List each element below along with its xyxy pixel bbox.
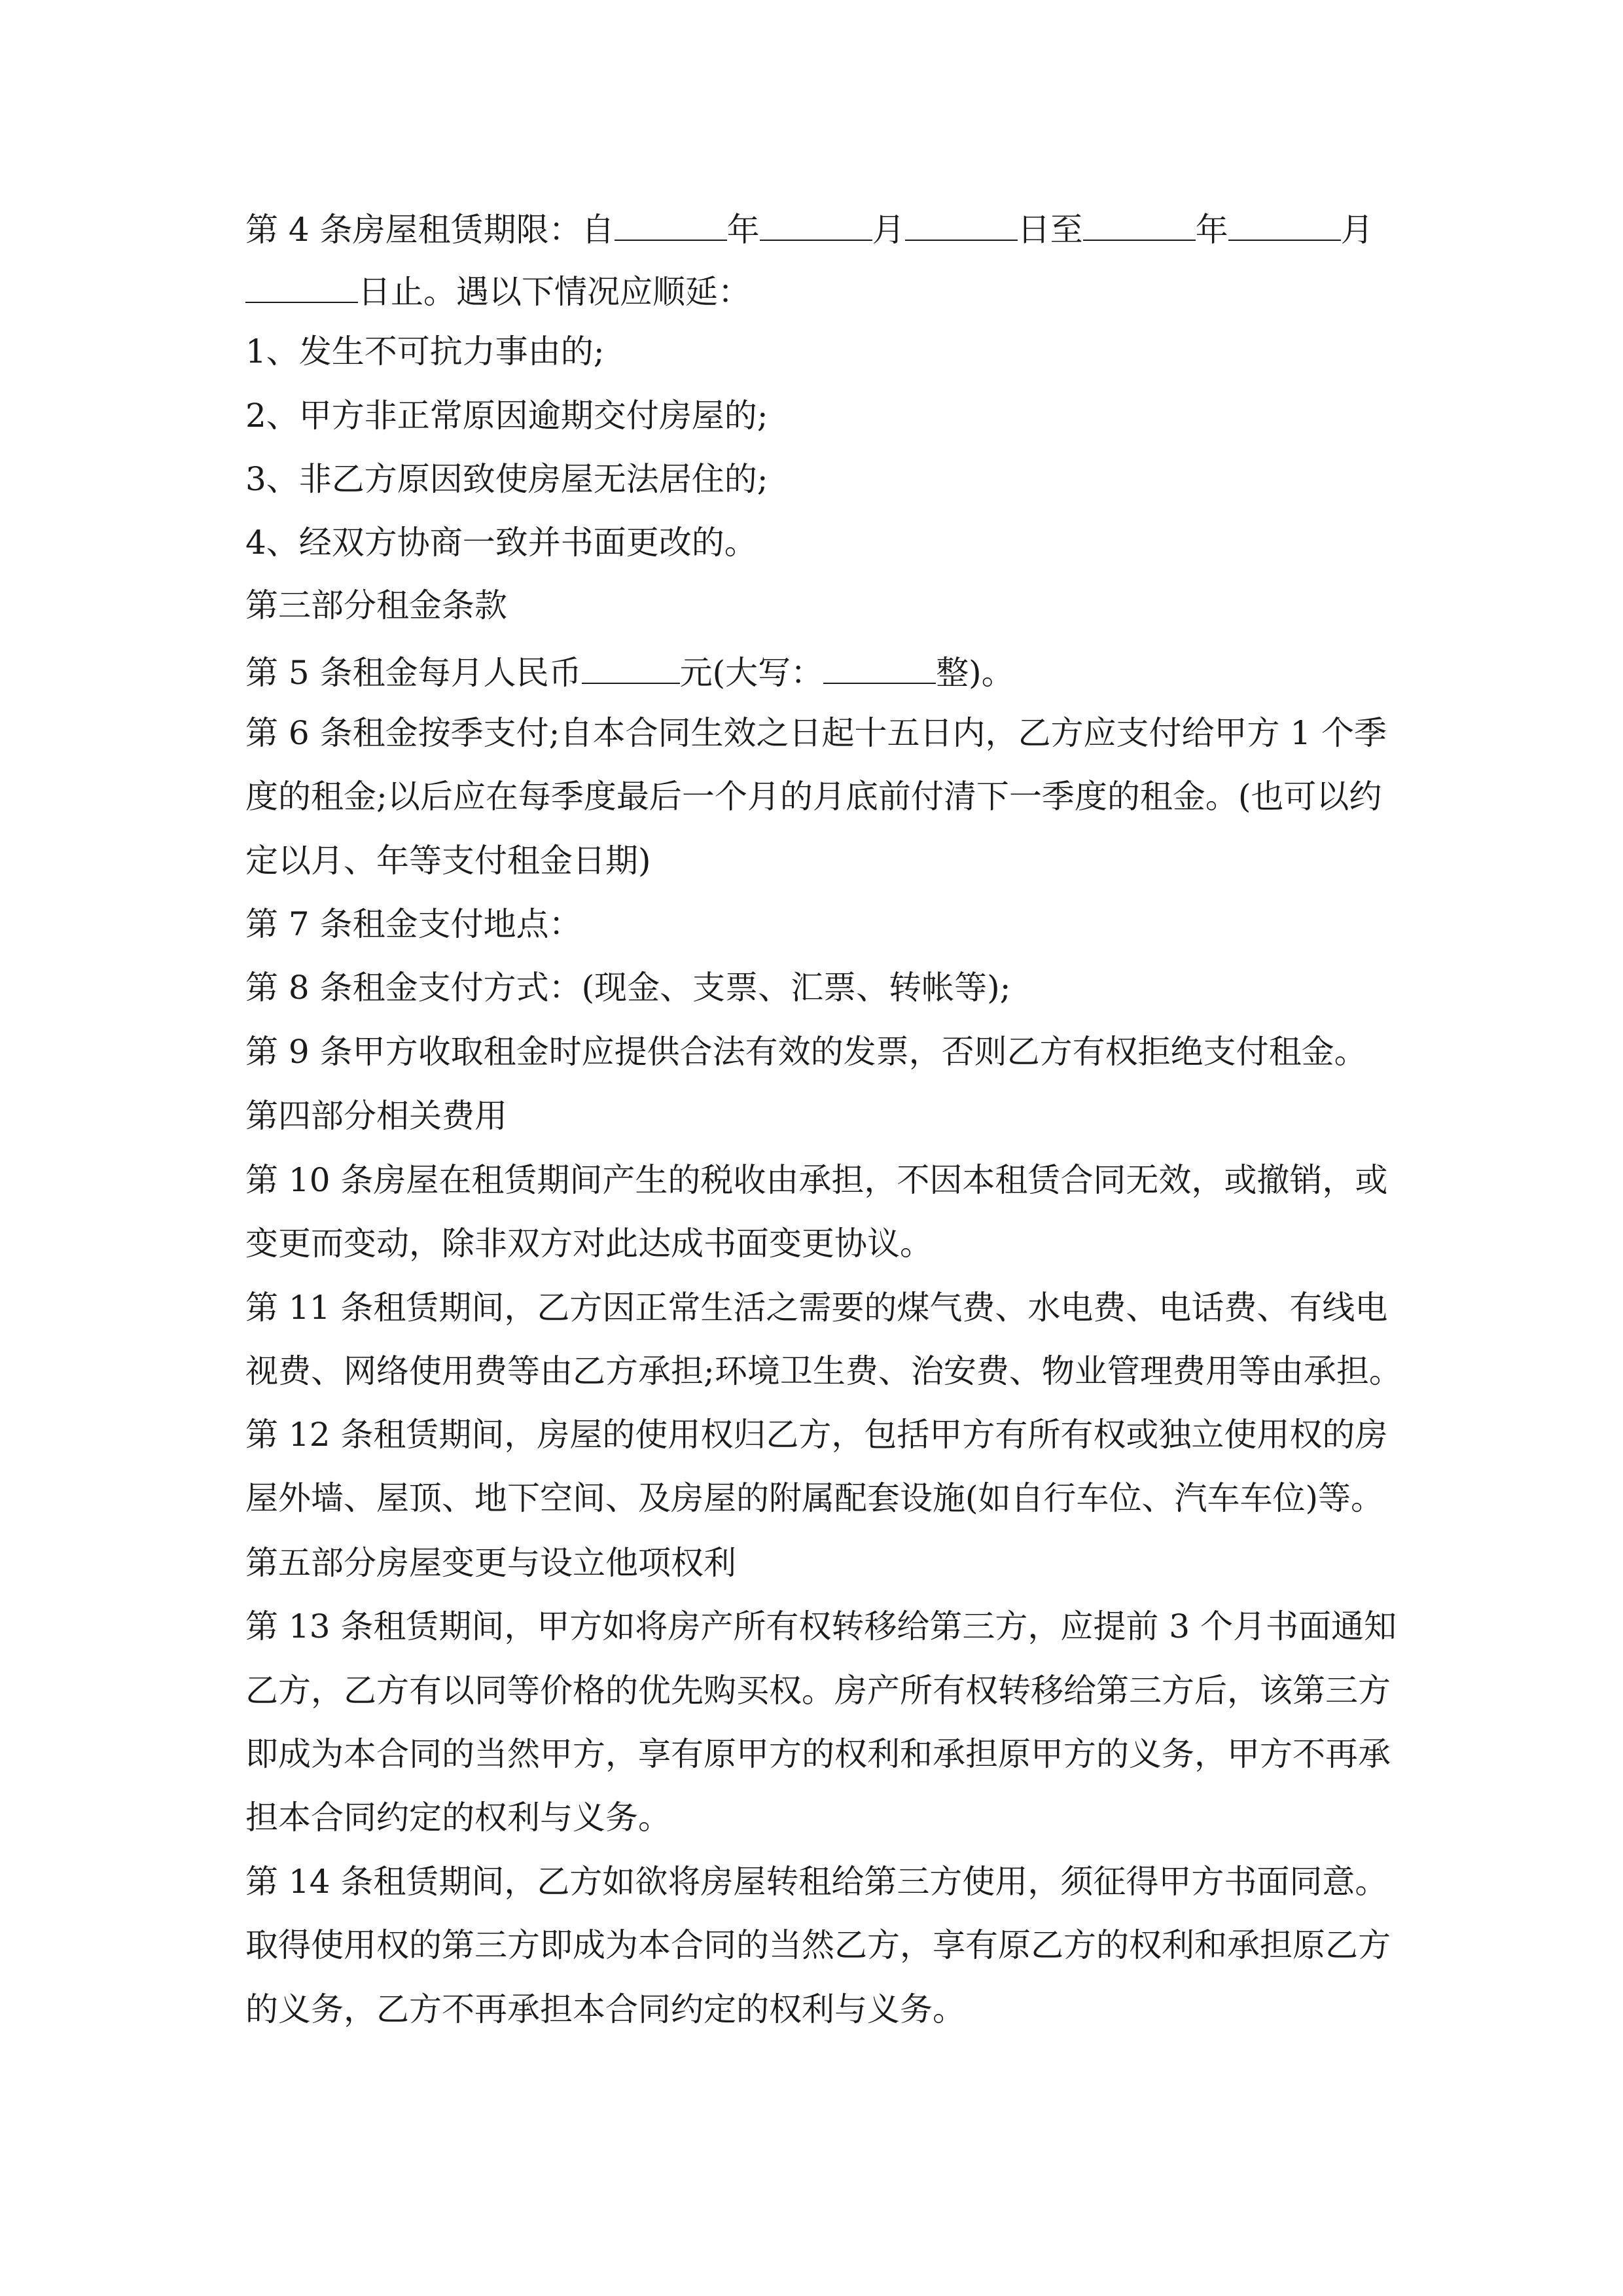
art14-line-1: 第 14 条租赁期间，乙方如欲将房屋转租给第三方使用，须征得甲方书面同意。 <box>245 1863 1388 1901</box>
art13-line-2: 乙方，乙方有以同等价格的优先购买权。房产所有权转移给第三方后，该第三方 <box>245 1672 1391 1710</box>
art4-line-2 <box>245 272 751 311</box>
blank-field <box>245 272 358 303</box>
art4-year-label: 年 <box>726 211 760 249</box>
blank-field <box>1083 209 1196 241</box>
art14-line-3: 的义务，乙方不再承担本合同约定的权利与义务。 <box>245 1990 965 2028</box>
list-item: 3、非乙方原因致使房屋无法居住的; <box>245 460 768 498</box>
art5-suffix: 整)。 <box>936 654 1014 692</box>
blank-field <box>582 653 680 684</box>
art4-prefix: 第 4 条房屋租赁期限：自 <box>245 211 615 249</box>
art4-year2-label: 年 <box>1195 211 1228 249</box>
art11-line-1: 第 11 条租赁期间，乙方因正常生活之需要的煤气费、水电费、电话费、有线电 <box>245 1289 1388 1327</box>
art13-line-4: 担本合同约定的权利与义务。 <box>245 1799 671 1837</box>
art10-line-1: 第 10 条房屋在租赁期间产生的税收由承担，不因本租赁合同无效，或撤销，或 <box>245 1161 1388 1199</box>
art6-line-3: 定以月、年等支付租金日期) <box>245 842 651 880</box>
blank-field <box>823 653 936 684</box>
section-heading-3: 第三部分租金条款 <box>245 586 507 624</box>
art6-line-2: 度的租金;以后应在每季度最后一个月的月底前付清下一季度的租金。(也可以约 <box>245 778 1382 816</box>
art12-line-1: 第 12 条租赁期间，房屋的使用权归乙方，包括甲方有所有权或独立使用权的房 <box>245 1416 1388 1454</box>
list-item: 1、发生不可抗力事由的; <box>245 332 605 370</box>
art6-line-1: 第 6 条租金按季支付;自本合同生效之日起十五日内，乙方应支付给甲方 1 个季 <box>245 714 1387 752</box>
art5-mid: 元(大写： <box>679 654 824 692</box>
art5-prefix: 第 5 条租金每月人民币 <box>245 654 582 692</box>
art10-line-2: 变更而变动，除非双方对此达成书面变更协议。 <box>245 1225 933 1263</box>
art4-month2-label: 月 <box>1340 211 1374 249</box>
section-heading-4: 第四部分相关费用 <box>245 1097 507 1135</box>
blank-field <box>760 209 872 241</box>
art9-line: 第 9 条甲方收取租金时应提供合法有效的发票，否则乙方有权拒绝支付租金。 <box>245 1033 1367 1071</box>
section-heading-5: 第五部分房屋变更与设立他项权利 <box>245 1544 736 1582</box>
art4-month-label: 月 <box>872 211 905 249</box>
art11-line-2: 视费、网络使用费等由乙方承担;环境卫生费、治安费、物业管理费用等由承担。 <box>245 1352 1402 1390</box>
list-item: 2、甲方非正常原因逾期交付房屋的; <box>245 397 768 435</box>
blank-field <box>905 209 1018 241</box>
art13-line-1: 第 13 条租赁期间，甲方如将房产所有权转移给第三方，应提前 3 个月书面通知 <box>245 1607 1397 1645</box>
blank-field <box>1228 209 1341 241</box>
art4-day-to-label: 日至 <box>1017 211 1083 249</box>
art8-line: 第 8 条租金支付方式：(现金、支票、汇票、转帐等); <box>245 969 1011 1007</box>
art12-line-2: 屋外墙、屋顶、地下空间、及房屋的附属配套设施(如自行车位、汽车车位)等。 <box>245 1479 1384 1517</box>
blank-field <box>615 209 727 241</box>
art7-line: 第 7 条租金支付地点： <box>245 905 582 943</box>
art4-suffix: 日止。遇以下情况应顺延： <box>358 273 751 311</box>
art4-line-1 <box>245 209 1374 249</box>
art13-line-3: 即成为本合同的当然甲方，享有原甲方的权利和承担原甲方的义务，甲方不再承 <box>245 1735 1391 1773</box>
art14-line-2: 取得使用权的第三方即成为本合同的当然乙方，享有原乙方的权利和承担原乙方 <box>245 1926 1391 1964</box>
art5-line <box>245 653 1014 692</box>
list-item: 4、经双方协商一致并书面更改的。 <box>245 524 757 562</box>
